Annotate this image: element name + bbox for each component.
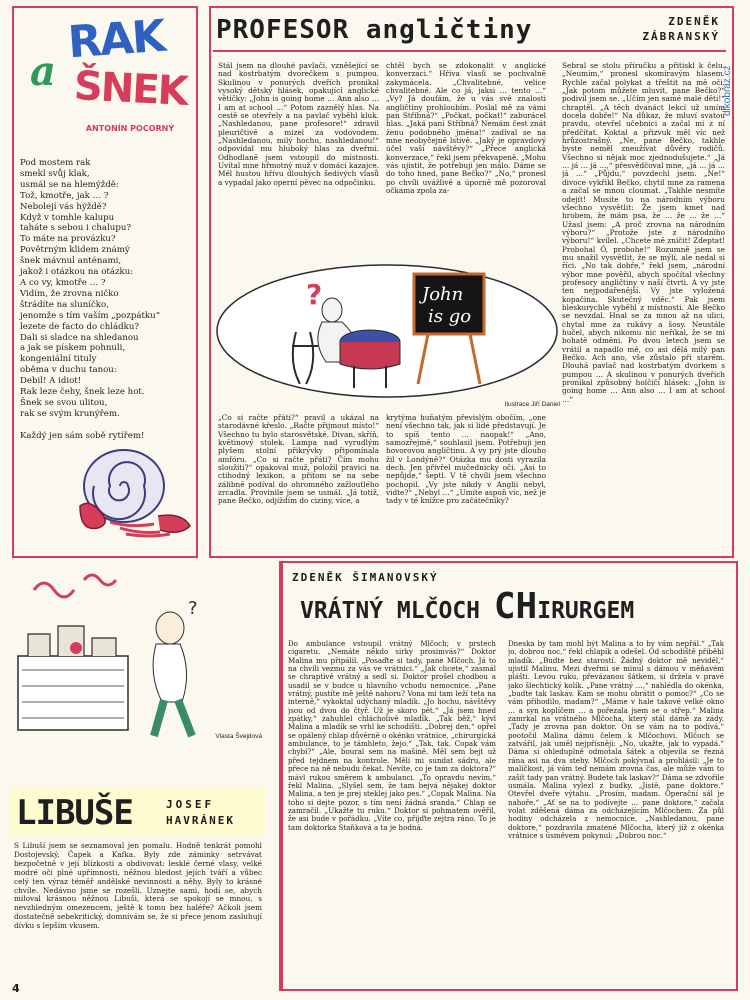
poem-line: To máte na provázku?: [20, 234, 116, 245]
poem-line: [20, 420, 194, 431]
libuse-title: LIBUŠE: [16, 793, 133, 833]
profesor-author-first: ZDENĚK: [668, 15, 720, 28]
poem-line: Každý jen sám sobě rytířem!: [20, 430, 145, 441]
poem-line: rak se svým krunýřem.: [20, 408, 120, 419]
poem-line: Vidím, že zrovna ničko: [20, 288, 119, 299]
kitchen-illustration: [14, 570, 254, 746]
profesor-col3: Sebral se stolu příručku a přitiskl k čelu. „Neumím,“ pronesl skomíravým hlasem. Rychle začal polykat a třeštit na mě oči. „Jak potom můžete mluvit, pane Bečko?“ podivil jsem se. „Učím jen samé malé děti!“ chraptěl. „A těch dvanáct lekcí už umím docela dobře!“ Na důkaz, že mluví svatou pravdu, otevřel učebnici a začal mi z ní předčítat. Koktal a přizvuk měl víc než hrůzostrašný. „Ne, pane Bečko, takhle byste neměl zneužívat důvěry rodičů. Všechno si nějak moc zjednodušujete.“ „Já … já … já …,“ přesvědčoval mne, „já … já … já …“ „Půjdu,“ povzdechl jsem. „Ne!“ divoce vykřikl Bečko, chytil mne za ramena a začal se mnou cloumat. „Takhle nesmíte odejít! Musíte to na národním výboru všechno vysvětlit: Že jsem kmet nad hrobem, že mám psa, že … že … že …“ Užasl jsem: „A proč zrovna na národním výboru?“ „Protože jste z národního výboru!“ kvílel. „Chcete mě zničit! Zdeptat! Probohal Ó, probohe!“ Rozumně jsem se mu snažil vysvětlit, že se mýlí, ale nedal si říci. „No tak dobře,“ řekl jsem, „národní výbor mne pověřil, abych spočítal všechny profesory angličtiny v naší čtvrti. A vy jste ten nejpodařenější. Vy jste vyložená kopačina. Skutečný vděc.“ Pak jsem bleskurychle vyběhl z místnosti. Ale Bečko se nevzdal. Hnal se za mnou až na ulici, chytal mne za rukávy a šosy. Neustále hučel, abych nikomu nic neříkal, že se mi bohatě odměni. Po dvou letech jsem se vrátil a napadlo mě, co asi dělá milý pan Bečko. Ach ano, vše zůstalo při starém. Dlouhá pavlač nad kostrbatým dvorkem s pumpou … A skulinou v ponurých dveřích pronikal způsobný holčičí hlásek: „John is going home … Ann also … I am at school …“: [562, 62, 725, 404]
vratny-author: ZDENĚK ŠIMANOVSKÝ: [292, 571, 439, 584]
rak-snek-box: [12, 6, 198, 558]
vratny-title: [300, 586, 634, 627]
poem-line: Nebolejí vás hýždě?: [20, 201, 107, 212]
profesor-title: PROFESOR angličtiny: [216, 15, 533, 45]
poem-line: oběma v duchu tanou:: [20, 365, 117, 376]
steam: [34, 575, 116, 597]
poem-line: šnek mávnul anténami,: [20, 256, 122, 267]
poem-line: Rak leze čehy, šnek leze hot.: [20, 387, 145, 398]
profesor-illustration: [214, 262, 560, 400]
poem-line: smekl svůj klak,: [20, 168, 90, 179]
poem-line: a jak se pískem pohnuli,: [20, 343, 126, 354]
profesor-author-last: ZÁBRANSKÝ: [642, 30, 720, 43]
crab-tail: [158, 515, 190, 532]
a-title: a: [30, 48, 56, 95]
libuse-author-first: JOSEF: [166, 798, 215, 811]
poem-line: Šnek se svou ulitou,: [20, 397, 108, 408]
page-number: 4: [12, 982, 20, 995]
stove: [18, 656, 128, 730]
poem-line: lezete de facto do chládku?: [20, 321, 139, 332]
poem-line: Povětrným klidem známý: [20, 245, 130, 256]
snail-illustration: [70, 436, 194, 544]
cook-head: [156, 612, 184, 644]
tablecloth-drape: [340, 342, 400, 369]
vratny-title-part-b: CH: [493, 586, 538, 627]
profesor-col2: chtěl bych se zdokonalit v anglické konverzaci.“ Hříva vlasů se pochvalně zakymácela. „Chvalitebné, velice chvalitebné. Ale co já, jaksi … tento …“ „Vy? Já doufám, že u vás své znalosti angličtiny prohloubím. Poslal mě za vámi pan Stříbná?“ „Počkat, počkat!“ zaburácel hlas. „Jaká paní Stříbná? Nemám čest znát ženu podobného jména!“ zadíval se na mne neobyčejně lstivě. „Jaký je opravdový účel vaší návštěvy?“ „Přece anglická konverzace,“ řekl jsem překvapeně. „Mohu vás ujistit, že potřebuji jen málo. Dáme se do toho hned, pane Bečko?“ „No,“ pronesl po chvíli uvážlivě a úporně mě pozoroval očkama zpola za-: [386, 62, 546, 196]
vratny-title-part-a: VRÁTNÝ MLČOCH: [300, 598, 494, 624]
libuse-text: S Libuší jsem se seznamoval jen pomalu. Hodně tenkrát pomohl Dostojevský, Čapek a Kafka. Byly zde záminky setrvávat bezpočetně v její blízkosti a obdivovat: lesklé černé vlasy, velké modré oči plné upřímnosti, něžnou bledost jejích tváří a vůbec celý ten výraz téměř andělské nevinnosti a něhy. Byly to krásné chvíle. Nedávno jsme se rozešli. Uznejte sami, hodí se, abych miloval krásnou něžnou Libuši, která se spokojí se mnou, s nevzhledným omezencem, ještě k tomu bez haléře? Ačkoli jsem dostatečně sebekritický, domnívám se, že si přece jenom zasluhují dívku s lepším vkusem.: [14, 842, 262, 931]
poem-line: štrádíte na sluníčko,: [20, 299, 109, 310]
fire-dot: [70, 642, 82, 654]
cook-trousers: [154, 700, 192, 736]
poem-line: taháte s sebou i chalupu?: [20, 223, 131, 234]
poem-line: A co vy, kmotře … ?: [20, 277, 106, 288]
poem-line: Tož, kmotře, jak … ?: [20, 190, 109, 201]
poem-line: Když v tomhle kalupu: [20, 212, 115, 223]
chalkboard-text-2: is go: [428, 306, 472, 327]
poem-line: Debil! A idiot!: [20, 376, 82, 387]
profesor-col1: Stál jsem na dlouhé pavlači, vzněšející se nad kostrbatým dvorečkem s pumpou. Skulinou v ponurých dveřích pronikal vysoký dětský hlásek, opakující anglické větičky: „John is going home … Ann also … I am at school …“ Potom zaznělý hlas. Na cestě se otevřely a na pavlač vyběhl kluk. „Nashledanou, pane profesore!“ zdravil pleuričtivě a mizel za vodovodem. „Nashledanou, milý hochu, nashledanou!“ odpovídal mu hluboký hlas za dveřmi. Odhodlaně jsem vstoupil do místnosti. Uvítal mne hřmotný muž v domácí kazajce. Měl hustou hřívu dlouhých šedivých vlasů a vypadal jako operní pěvec na odpočinku.: [218, 62, 379, 187]
watermark: dikobraz.cz: [722, 65, 733, 116]
poem-line: Pod mostem rak: [20, 158, 91, 168]
poem-line: usmál se na hlemýždě:: [20, 179, 119, 190]
rak-poem: [20, 158, 194, 442]
profesor-illustration-credit: Ilustrace Jiří Daniel: [504, 401, 560, 408]
cook-question-mark-icon: ?: [188, 598, 198, 619]
vratny-title-part-c: IRURGEM: [537, 598, 635, 624]
rak-author: ANTONÍN POCORNÝ: [85, 124, 175, 133]
vratny-col2: Dneska by tam mohl být Malina a to by vám nepřál.“ „Tak jo, dobrou noc,“ řekl chlapík a odešel. Od schodiště přiběhl mladík. „Budte bez starostí. Žádný doktor mě neviděl,“ ujistil Malinu. Mezi dveřmi se minul s dámou v měňavém plášti. Levou ruku, převázanou šátkem, si držela v pravé jako šlechtický kolík. „Pane vrátný …,“ nahlédla do okénka, „budte tak laskav. Kam se mohu obrátit o pomoc?“ „Co se vám přihodilo, madam?“ „Máme v hale takové velké okno … a syn koplíčem … a pořezala jsem se o střep.“ Malina zamrkal na vrátného Mlčocha, který stál dámě za zády. „Tady je zrovna pan doktor. On se vám na to podívá,“ pootočil Malina dámu čelem k Mlčochovi. Mlčoch se zatvářil, jak uměl nejpřísněji: „No, ukažte, jak to vypadá.“ Dáma si ohleduplně odmotala šátek a objevila se řezná rána asi na dva stehy. Mlčoch pokývnal a prohlásil: „Je to maličkost, já vám teď nemám zrovna čas, ale může vám to zašít tady pan vrátný. Budete tak laskav?“ Dáma se zdvořile usmála. Malina vylezl z budky. „Jistě, pane doktore.“ Otevřel dveře výtahu. „Prosím, madam. Operační sál je nahoře.“ „Ať se na to podívejte … pane doktore,“ začala volat zděšená dáma za odcházejícím Mlčochem. Za půl hodiny odcházela z nemocnice. „Nashledanou, pane doktore,“ pozdravila zmatené Mlčocha, který již z okénka vrátnice s úsměvem pokynul: „Dobrou noc.“: [508, 640, 724, 840]
libuse-author-last: HAVRÁNEK: [166, 814, 235, 827]
question-mark-icon: ?: [306, 278, 323, 311]
snek-title: ŠNEK: [72, 63, 188, 115]
kitchen-illustration-credit: Vlasta Švejdová: [215, 733, 262, 740]
poem-line: jakož i otázkou na otázku:: [20, 267, 134, 278]
chalkboard-text-1: John: [422, 284, 464, 305]
profesor-col2b: krytýma huňatým převislým obočím, „one není všechno tak, jak si lidé představují. Je to spíš tento … naopak!“ „Ano, samozřejmě,“ souhlasil jsem. Potřebuji jen hovorovou angličtinu. A vy prý jste dlouho žil v Londýně?“ Otázka mu dosti vyrazila dech. Jen přivřel mučednicky oči. „Asi to nepůjde,“ šeptl. V tě chvíli jsem všechno pochopil. „Vy jste nikdy v Anglii nebyl, vidte?“ „Nebyl …“ „Umíte aspoň víc, než je tady v té knížce pro začátečníky?: [386, 414, 546, 506]
vratny-col1: Do ambulance vstoupil vrátný Mlčoch; v prstech cigaretu. „Nemáte někdo sirky prosimvás?“ Doktor Malina mu připálil. „Posaďte si tady, pane Mlčoch. Já to na chvíli vezmu za vás ve vrátnici.“ „Jak chcete,“ zasmál se chraptivě vrátný a sedl si. Doktor prošel chodbou a usadil se v budce u hlavního vchodu nemocnice. „Pane vrátný, pustíte mě ještě nahoru? Vona mi tam leží teta na interně,“ vykoktal udýchaný mladík. „Jo hochu, návštěvy jsou od dvou do čtyř. Už je skoro pět.“ „Já jsem hned zpátky,“ zahuhlel chlácholivě mladík. „Tak běž,“ kývl Malina a mladík se vrhl ke schodišti. „Dobrej den,“ opřel se opálený chlap důvěrně o okénko vrátnice, „chirurgická ambulance, to je támhleto, žejo.“ „Tak, tak. Copak vám chybí?“ „Ale, boural sem na mašině. Měl sem bejt už před tejdnem na kontrole. Měli mi sundat sádru, ale přece na ně nebudu čekat. Nevíte, co je tam za doktora?“ mávl rukou směrem k ambulanci. „To opravdu nevím,“ řekl Malina. „Slyšel sem, že tam bejvá nějakej doktor Malina, a ten je prej steklej jako pes.“ „Copak Malina. Na toho si dejte pozor, s tím není žádná sranda.“ Chlap se zamračil. „Ukažte tu ruku.“ Doktor si pohmatem ověřil, že asi bude v pořádku. „Víte co, přijďte zejtra ráno. To je tam doktorka Staňková a ta je hodná.: [288, 640, 496, 832]
rak-title: RAK: [66, 10, 166, 69]
profesor-col1b: „Co si račte přáti?“ pravil a ukázal na starodávné křeslo. „Račte přijmout místo!“ Všechno tu bylo starosvětské. Divan, skříň, květinový stolek. Lampa nad vyrudlým plyšem stolní přikrývky připomínala amfóru. „Co si račte přáti? Čím mohu sloužiti?“ opakoval muž, položil pravici na ctihodný lexikon, a přitom se na sebe zálibně podíval do ohromného zažloutlého zrcadla. Provinile jsem se usmál. „Já totiž, pane Bečko, odjíždím do ciziny, více, a: [218, 414, 379, 506]
poem-line: Dali si sladce na shledanou: [20, 332, 139, 343]
poem-line: kongeniální tituly: [20, 354, 97, 365]
profesor-title-rule: [213, 50, 726, 52]
cook-body: [153, 644, 186, 702]
poem-line: jenomže s tím vaším „pozpátku“: [20, 310, 161, 321]
professor-head: [322, 298, 342, 322]
